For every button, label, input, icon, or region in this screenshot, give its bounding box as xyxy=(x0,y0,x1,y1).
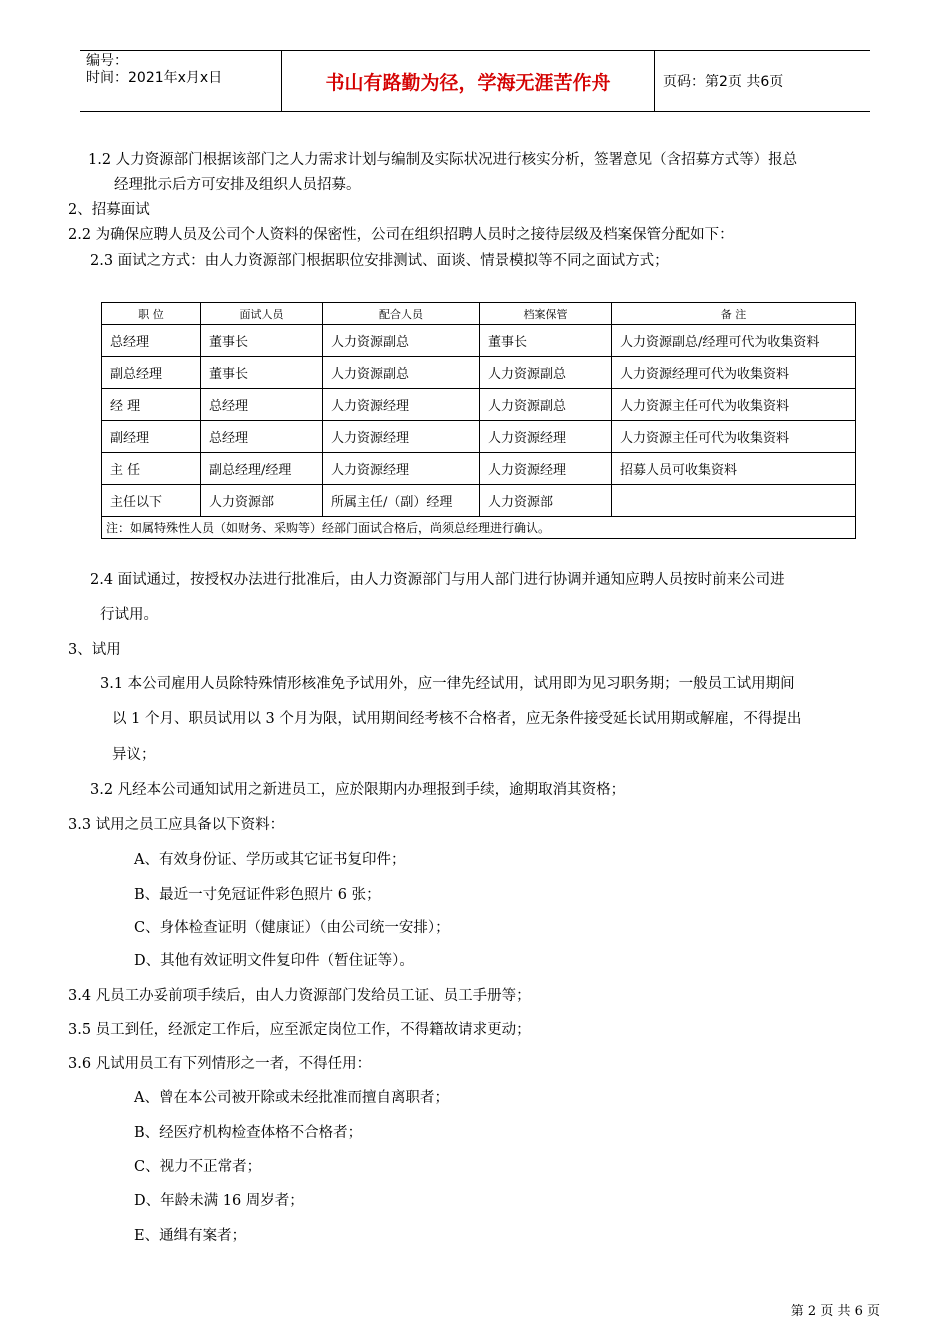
table-row xyxy=(102,325,856,357)
document-number-label: 编号： xyxy=(86,53,128,69)
table-header-cell: 职 位 xyxy=(102,303,201,325)
table-cell: 董事长 xyxy=(201,357,323,389)
table-cell: 人力资源经理 xyxy=(480,453,612,485)
para-3-2: 3.2 凡经本公司通知试用之新进员工，应於限期内办理报到手续，逾期取消其资格； xyxy=(90,782,626,798)
list-item-3-6-d: D、年龄未满 16 周岁者； xyxy=(134,1193,304,1209)
para-3-5: 3.5 员工到任，经派定工作后，应至派定岗位工作，不得籍故请求更动； xyxy=(68,1022,531,1038)
document-date: 时间：2021年x月x日 xyxy=(86,70,223,86)
table-cell: 招募人员可收集资料 xyxy=(612,453,856,485)
page-footer: 第 2 页 共 6 页 xyxy=(790,1304,880,1319)
para-3-4: 3.4 凡员工办妥前项手续后，由人力资源部门发给员工证、员工手册等； xyxy=(68,988,531,1004)
table-cell: 副经理 xyxy=(102,421,201,453)
table-row xyxy=(102,453,856,485)
para-3-3: 3.3 试用之员工应具备以下资料： xyxy=(68,817,285,833)
table-cell: 总经理 xyxy=(201,421,323,453)
table-cell: 经 理 xyxy=(102,389,201,421)
table-cell: 董事长 xyxy=(480,325,612,357)
list-item-3-6-a: A、曾在本公司被开除或未经批准而擅自离职者； xyxy=(134,1090,449,1106)
table-cell: 副总经理/经理 xyxy=(201,453,323,485)
table-cell: 主任以下 xyxy=(102,485,201,517)
table-header-cell: 档案保管 xyxy=(480,303,612,325)
list-item-3-3-b: B、最近一寸免冠证件彩色照片 6 张； xyxy=(134,887,381,903)
para-2-4-line2: 行试用。 xyxy=(100,607,158,623)
table-cell: 人力资源经理 xyxy=(323,389,480,421)
header-motto: 书山有路勤为径，学海无涯苦作舟 xyxy=(282,51,655,111)
para-2-3: 2.3 面试之方式：由人力资源部门根据职位安排测试、面谈、情景模拟等不同之面试方式； xyxy=(90,253,669,269)
table-cell: 董事长 xyxy=(201,325,323,357)
table-cell: 人力资源经理 xyxy=(323,421,480,453)
header-page-number: 页码：第2页 共6页 xyxy=(663,74,784,90)
table-note: 注：如属特殊性人员（如财务、采购等）经部门面试合格后，尚须总经理进行确认。 xyxy=(102,517,856,539)
table-cell: 总经理 xyxy=(102,325,201,357)
table-row xyxy=(102,485,856,517)
table-header-cell: 备 注 xyxy=(612,303,856,325)
table-cell: 人力资源经理 xyxy=(480,421,612,453)
para-1-2-line2: 经理批示后方可安排及组织人员招募。 xyxy=(114,177,361,193)
table-cell: 主 任 xyxy=(102,453,201,485)
table-cell: 人力资源经理可代为收集资料 xyxy=(612,357,856,389)
page-header xyxy=(80,50,870,112)
section-2-heading: 2、招募面试 xyxy=(68,202,150,218)
list-item-3-6-c: C、视力不正常者； xyxy=(134,1159,262,1175)
list-item-3-6-e: E、通缉有案者； xyxy=(134,1228,247,1244)
table-row xyxy=(102,357,856,389)
para-2-2: 2.2 为确保应聘人员及公司个人资料的保密性，公司在组织招聘人员时之接待层级及档案保管分配如下： xyxy=(68,227,734,243)
table-cell xyxy=(612,485,856,517)
table-cell: 人力资源部 xyxy=(480,485,612,517)
table-row xyxy=(102,421,856,453)
table-cell: 所属主任/（副）经理 xyxy=(323,485,480,517)
para-2-4-line1: 2.4 面试通过，按授权办法进行批准后，由人力资源部门与用人部门进行协调并通知应聘人员按时前来公司进 xyxy=(90,572,785,588)
table-cell: 总经理 xyxy=(201,389,323,421)
table-cell: 人力资源副总 xyxy=(480,357,612,389)
header-meta xyxy=(80,51,282,111)
table-cell: 人力资源副总/经理可代为收集资料 xyxy=(612,325,856,357)
table-cell: 人力资源部 xyxy=(201,485,323,517)
para-3-1-line1: 3.1 本公司雇用人员除特殊情形核准免予试用外，应一律先经试用，试用即为见习职务期；一般员工试用期间 xyxy=(100,676,795,692)
table-cell: 人力资源主任可代为收集资料 xyxy=(612,421,856,453)
interview-levels-table xyxy=(101,302,856,539)
table-cell: 人力资源主任可代为收集资料 xyxy=(612,389,856,421)
table-cell: 人力资源副总 xyxy=(480,389,612,421)
table-header-row xyxy=(102,303,856,325)
table-header-cell: 配合人员 xyxy=(323,303,480,325)
list-item-3-3-c: C、身体检查证明（健康证）（由公司统一安排）； xyxy=(134,920,450,936)
table-cell: 副总经理 xyxy=(102,357,201,389)
table-cell: 人力资源经理 xyxy=(323,453,480,485)
table-cell: 人力资源副总 xyxy=(323,325,480,357)
para-3-1-line2: 以 1 个月、职员试用以 3 个月为限，试用期间经考核不合格者，应无条件接受延长试用期或解雇，不得提出 xyxy=(112,711,802,727)
list-item-3-3-d: D、其他有效证明文件复印件（暂住证等）。 xyxy=(134,953,414,969)
para-3-1-line3: 异议； xyxy=(112,747,156,763)
list-item-3-3-a: A、有效身份证、学历或其它证书复印件； xyxy=(134,852,406,868)
list-item-3-6-b: B、经医疗机构检查体格不合格者； xyxy=(134,1125,363,1141)
table-header-cell: 面试人员 xyxy=(201,303,323,325)
para-3-6: 3.6 凡试用员工有下列情形之一者，不得任用： xyxy=(68,1056,372,1072)
table-row xyxy=(102,389,856,421)
para-1-2-line1: 1.2 人力资源部门根据该部门之人力需求计划与编制及实际状况进行核实分析，签署意见（含招募方式等）报总 xyxy=(88,152,798,168)
table-cell: 人力资源副总 xyxy=(323,357,480,389)
table-note-row xyxy=(102,517,856,539)
section-3-heading: 3、试用 xyxy=(68,642,121,658)
